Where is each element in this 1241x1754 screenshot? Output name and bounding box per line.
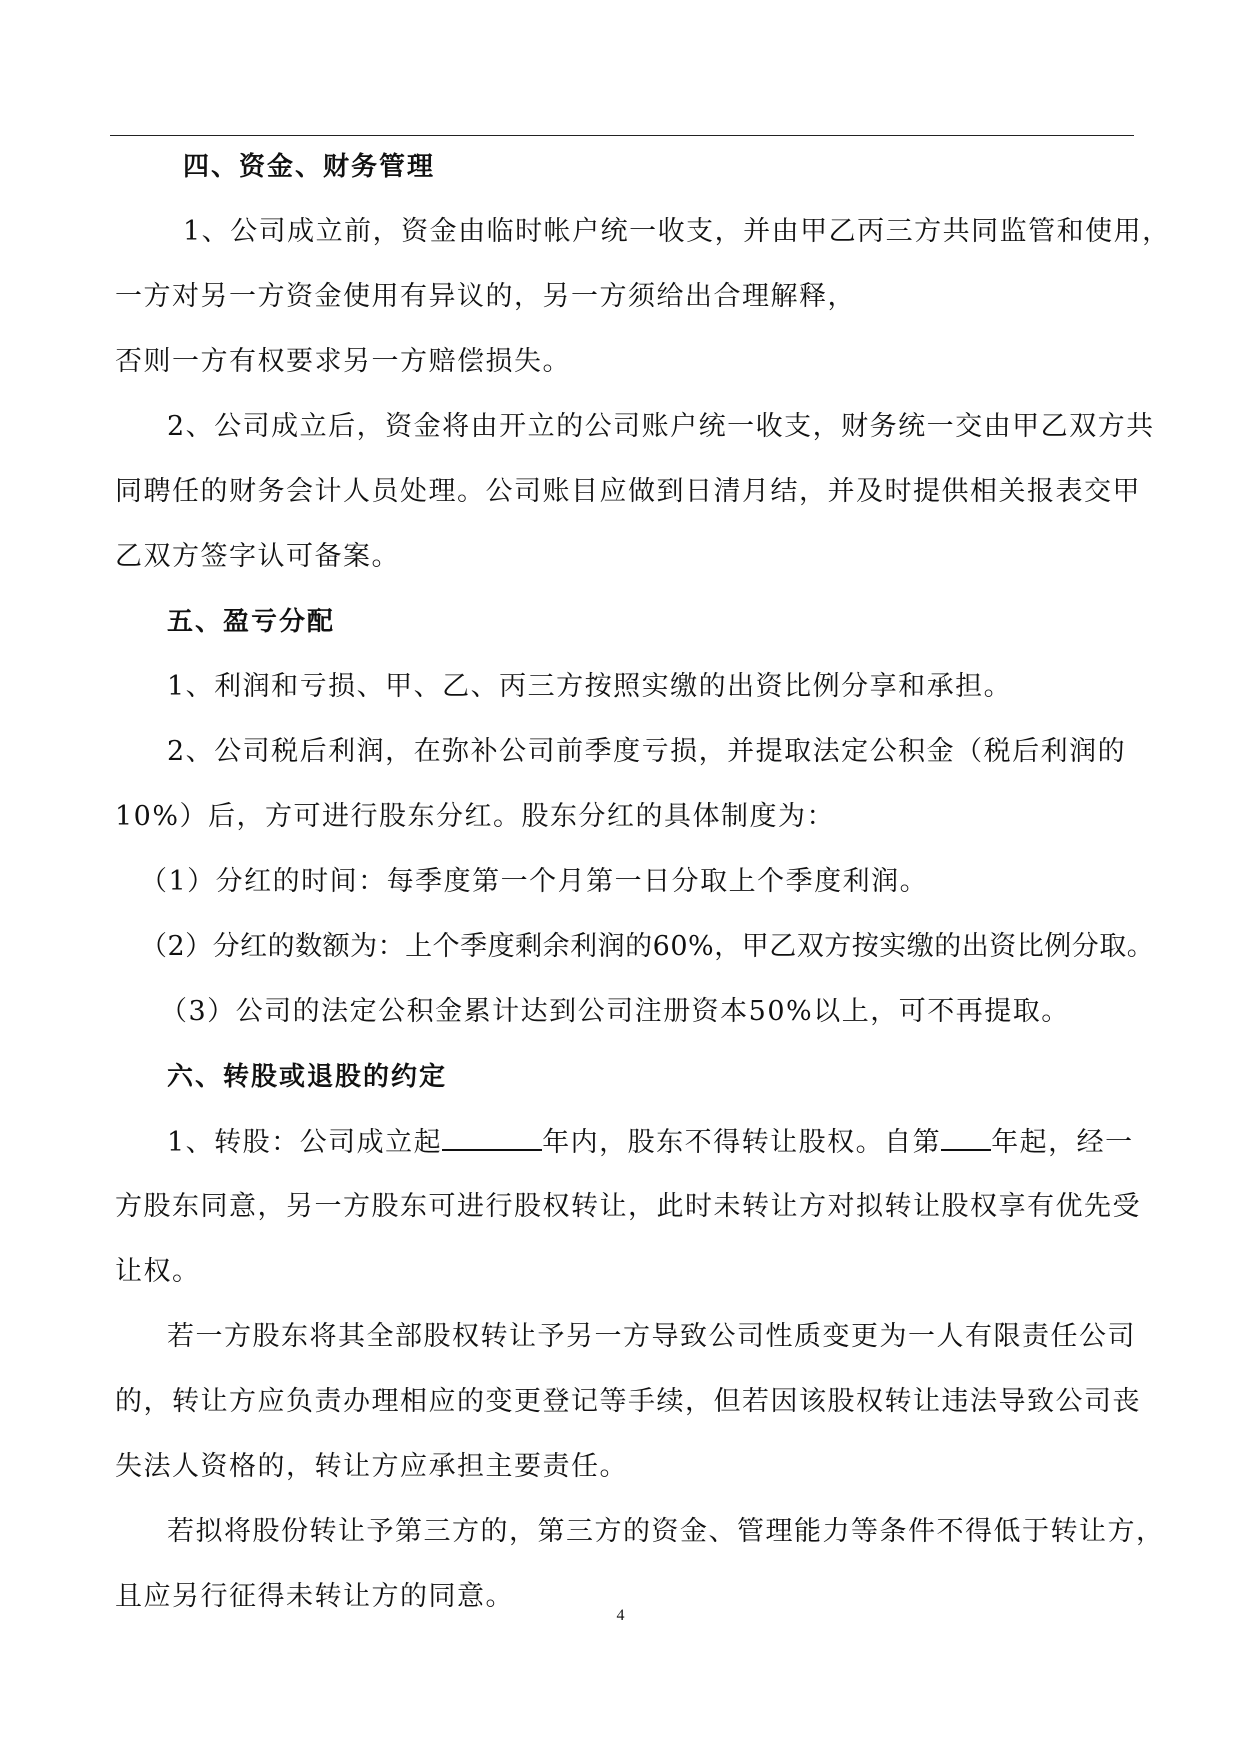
paragraph-line (167, 1125, 1134, 1160)
section-heading-5: 五、盈亏分配 (167, 607, 336, 637)
paragraph-line: 的，转让方应负责办理相应的变更登记等手续，但若因该股权转让违法导致公司丧 (115, 1386, 1141, 1417)
text-fragment: 1、转股：公司成立起 (167, 1127, 443, 1158)
paragraph-line: 否则一方有权要求另一方赔偿损失。 (115, 346, 571, 377)
fill-in-blank[interactable] (442, 1125, 542, 1151)
paragraph-line: 同聘任的财务会计人员处理。公司账目应做到日清月结，并及时提供相关报表交甲 (115, 476, 1141, 507)
paragraph-line: 若拟将股份转让予第三方的，第三方的资金、管理能力等条件不得低于转让方， (167, 1516, 1165, 1547)
paragraph-line: 1、利润和亏损、甲、乙、丙三方按照实缴的出资比例分享和承担。 (167, 671, 1013, 702)
paragraph-line: 10%）后，方可进行股东分红。股东分红的具体制度为： (115, 801, 836, 832)
paragraph-line: 2、公司税后利润，在弥补公司前季度亏损，并提取法定公积金（税后利润的 (167, 736, 1127, 767)
list-item: （3）公司的法定公积金累计达到公司注册资本50%以上，可不再提取。 (160, 996, 1070, 1027)
paragraph-line: 且应另行征得未转让方的同意。 (115, 1581, 514, 1612)
paragraph-line: 1、公司成立前，资金由临时帐户统一收支，并由甲乙丙三方共同监管和使用， (183, 216, 1171, 247)
section-heading-6: 六、转股或退股的约定 (167, 1062, 448, 1092)
header-rule (110, 135, 1134, 136)
text-fragment: 年起，经一 (991, 1127, 1134, 1158)
list-item: （2）分红的数额为：上个季度剩余利润的60%，甲乙双方按实缴的出资比例分取。 (140, 931, 1155, 962)
paragraph-line: 若一方股东将其全部股权转让予另一方导致公司性质变更为一人有限责任公司 (167, 1321, 1136, 1352)
paragraph-line: 方股东同意，另一方股东可进行股权转让，此时未转让方对拟转让股权享有优先受 (115, 1191, 1141, 1222)
fill-in-blank[interactable] (941, 1125, 991, 1151)
list-item: （1）分红的时间：每季度第一个月第一日分取上个季度利润。 (140, 866, 929, 897)
paragraph-line: 2、公司成立后，资金将由开立的公司账户统一收支，财务统一交由甲乙双方共 (167, 411, 1155, 442)
text-fragment: 年内，股东不得转让股权。自第 (542, 1127, 942, 1158)
page-number: 4 (616, 1607, 625, 1624)
section-heading-4: 四、资金、财务管理 (183, 152, 436, 182)
paragraph-line: 一方对另一方资金使用有异议的，另一方须给出合理解释， (115, 281, 856, 312)
paragraph-line: 乙双方签字认可备案。 (115, 541, 400, 572)
paragraph-line: 失法人资格的，转让方应承担主要责任。 (115, 1451, 628, 1482)
paragraph-line: 让权。 (115, 1256, 201, 1287)
